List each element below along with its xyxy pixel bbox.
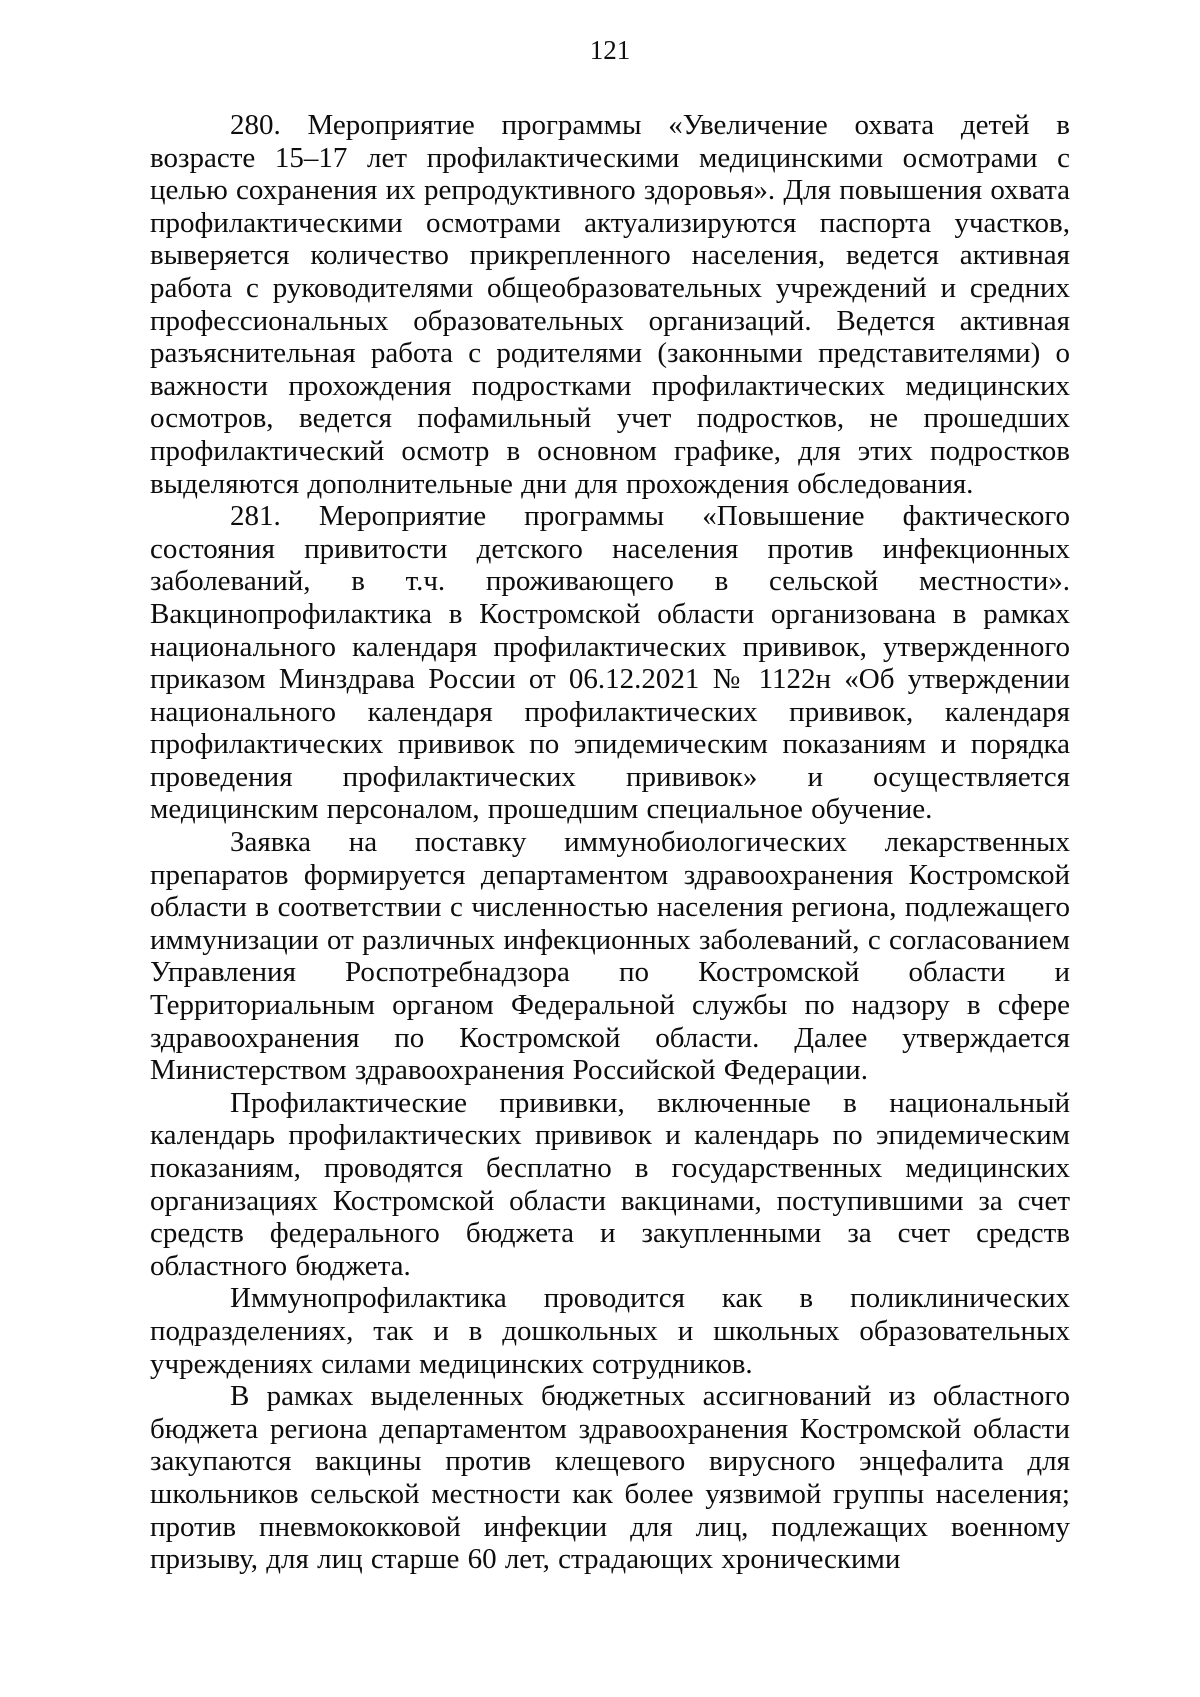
paragraph: 281. Мероприятие программы «Повышение фактического состояния привитости детского населения против инфекционных заболеваний, в т.ч. проживающего в сельской местности». Вакцинопрофилактика в Костромской области организована в рамках национального календаря профилактических прививок, утвержденного приказом Минздрава России от 06.12.2021 № 1122н «Об утверждении национального календаря профилактических прививок, календаря профилактических прививок по эпидемическим показаниям и порядка проведения профилактических прививок» и осуществляется медицинским персоналом, прошедшим специальное обучение. [150,500,1070,826]
paragraph: Профилактические прививки, включенные в национальный календарь профилактических прививок и календарь по эпидемическим показаниям, проводятся бесплатно в государственных медицинских организациях Костромской области вакцинами, поступившими за счет средств федерального бюджета и закупленными за счет средств областного бюджета. [150,1086,1070,1282]
paragraph: В рамках выделенных бюджетных ассигнований из областного бюджета региона департаментом здравоохранения Костромской области закупаются вакцины против клещевого вирусного энцефалита для школьников сельской местности как более уязвимой группы населения; против пневмококковой инфекции для лиц, подлежащих военному призыву, для лиц старше 60 лет, страдающих хроническими [150,1380,1070,1576]
paragraph: 280. Мероприятие программы «Увеличение охвата детей в возрасте 15–17 лет профилактическими медицинскими осмотрами с целью сохранения их репродуктивного здоровья». Для повышения охвата профилактическими осмотрами актуализируются паспорта участков, выверяется количество прикрепленного населения, ведется активная работа с руководителями общеобразовательных учреждений и средних профессиональных образовательных организаций. Ведется активная разъяснительная работа с родителями (законными представителями) о важности прохождения подростками профилактических медицинских осмотров, ведется пофамильный учет подростков, не прошедших профилактический осмотр в основном графике, для этих подростков выделяются дополнительные дни для прохождения обследования. [150,109,1070,500]
paragraph: Иммунопрофилактика проводится как в поликлинических подразделениях, так и в дошкольных и школьных образовательных учреждениях силами медицинских сотрудников. [150,1282,1070,1380]
paragraph: Заявка на поставку иммунобиологических лекарственных препаратов формируется департаментом здравоохранения Костромской области в соответствии с численностью населения региона, подлежащего иммунизации от различных инфекционных заболеваний, с согласованием Управления Роспотребнадзора по Костромской области и Территориальным органом Федеральной службы по надзору в сфере здравоохранения по Костромской области. Далее утверждается Министерством здравоохранения Российской Федерации. [150,826,1070,1087]
document-body [150,109,1070,1576]
page-number: 121 [589,35,631,65]
